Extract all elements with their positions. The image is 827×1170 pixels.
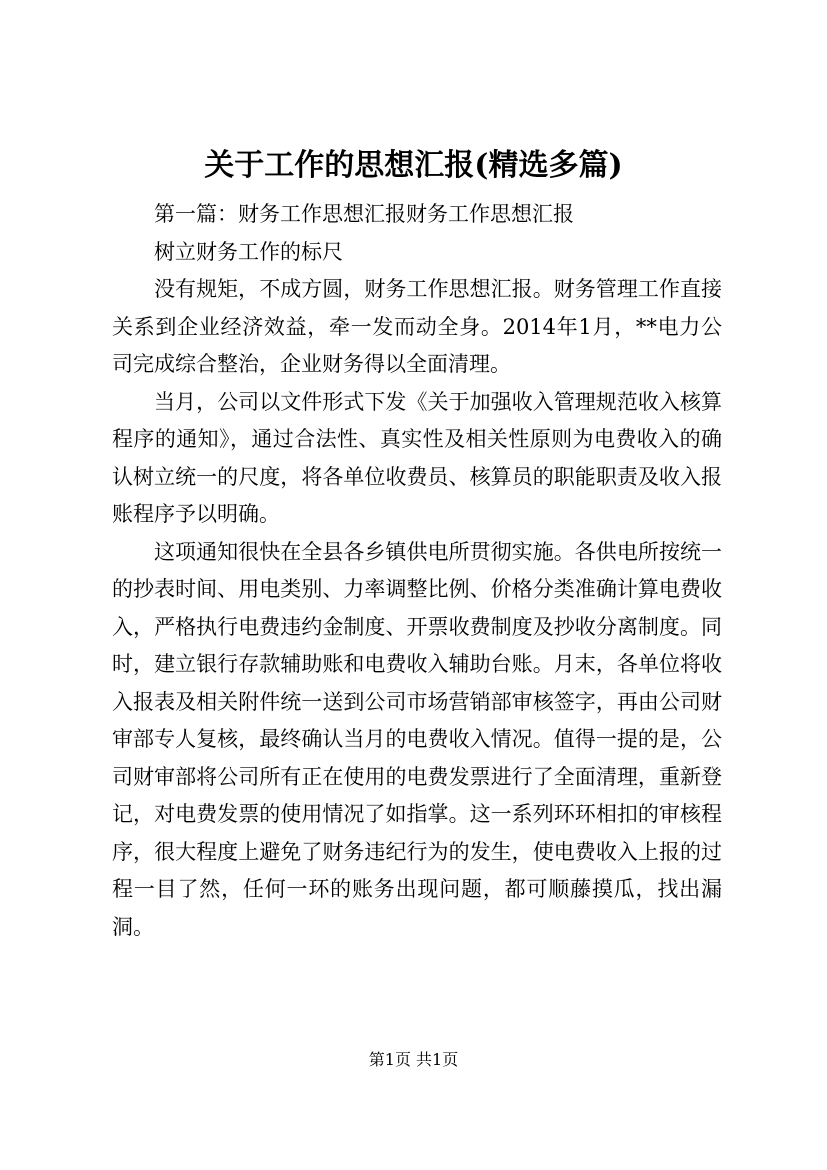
- paragraph: 这项通知很快在全县各乡镇供电所贯彻实施。各供电所按统一的抄表时间、用电类别、力率调整比例、价格分类准确计算电费收入，严格执行电费违约金制度、开票收费制度及抄收分离制度。同时，建立银行存款辅助账和电费收入辅助台账。月末，各单位将收入报表及相关附件统一送到公司市场营销部审核签字，再由公司财审部专人复核，最终确认当月的电费收入情况。值得一提的是，公司财审部将公司所有正在使用的电费发票进行了全面清理，重新登记，对电费发票的使用情况了如指掌。这一系列环环相扣的审核程序，很大程度上避免了财务违纪行为的发生，使电费收入上报的过程一目了然，任何一环的账务出现问题，都可顺藤摸瓜，找出漏洞。: [112, 539, 722, 939]
- document-title: 关于工作的思想汇报(精选多篇): [204, 148, 623, 183]
- paragraph: 没有规矩，不成方圆，财务工作思想汇报。财务管理工作直接关系到企业经济效益，牵一发而动全身。2014年1月，**电力公司完成综合整治，企业财务得以全面清理。: [112, 277, 722, 376]
- document-body: [112, 196, 722, 946]
- paragraph-heading: 第一篇：财务工作思想汇报财务工作思想汇报: [154, 202, 574, 226]
- paragraph-subheading: 树立财务工作的标尺: [154, 239, 343, 264]
- page-footer: 第1页 共1页: [368, 1050, 459, 1069]
- paragraph: 当月，公司以文件形式下发《关于加强收入管理规范收入核算程序的通知》，通过合法性、真实性及相关性原则为电费收入的确认树立统一的尺度，将各单位收费员、核算员的职能职责及收入报账程序予以明确。: [112, 389, 722, 526]
